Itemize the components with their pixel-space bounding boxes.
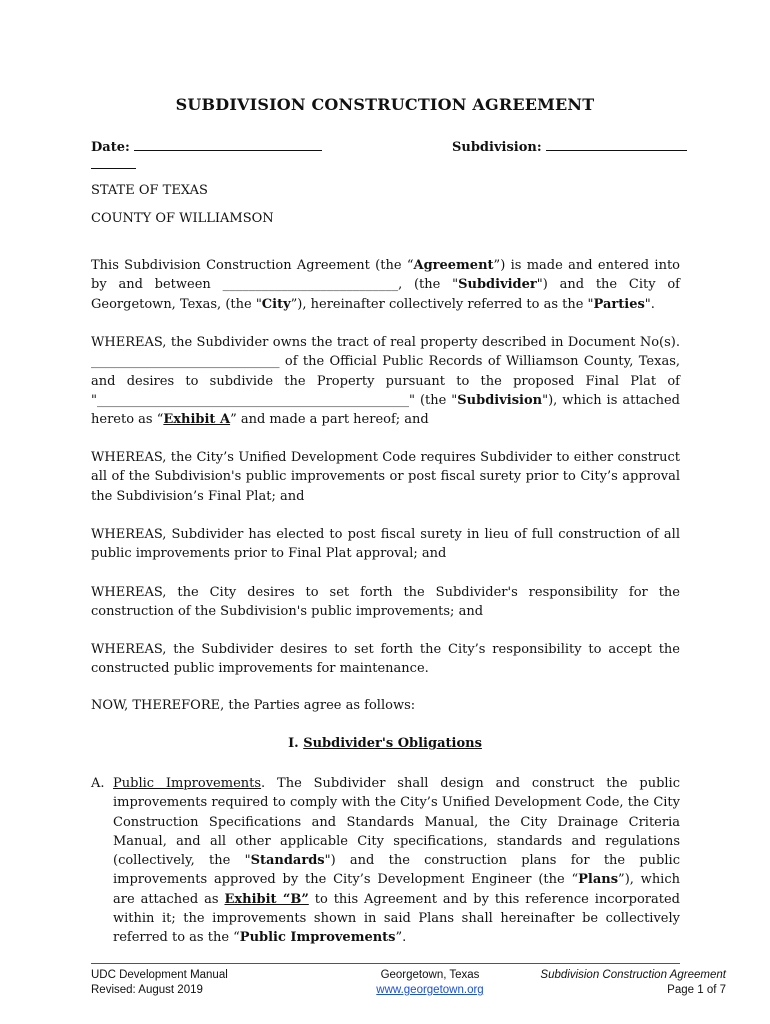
footer-divider — [91, 963, 680, 964]
whereas-paragraph-1 — [91, 333, 680, 429]
footer-left — [91, 968, 228, 998]
item-heading: Public Improvements — [113, 776, 262, 791]
whereas-paragraph-4: WHEREAS, the City desires to set forth the Subdivider's responsibility for the construction of the Subdivision's public improvements; and — [91, 585, 680, 620]
exhibit-a-reference: Exhibit A — [163, 412, 231, 428]
footer-location: Georgetown, Texas — [380, 969, 480, 981]
item-text: ") and the construction plans for the public improvements approved by the City’s Development Engineer (the “ — [113, 853, 680, 888]
term-public-improvements: Public Improvements — [239, 930, 396, 946]
section-title: Subdivider's Obligations — [303, 736, 482, 751]
section-heading — [0, 736, 770, 751]
term-standards: Standards — [250, 853, 325, 869]
footer-document-name: Subdivision Construction Agreement — [540, 969, 726, 981]
term-agreement: Agreement — [413, 258, 494, 273]
footer-website-link[interactable]: www.georgetown.org — [376, 984, 484, 996]
item-a-public-improvements — [91, 774, 680, 948]
footer-right — [540, 968, 726, 998]
item-text: to this Agreement and by this reference incorporated within it; the improvements shown in said Plans shall hereinafter be collectively referred to as the “ — [113, 891, 680, 946]
item-text: . The Subdivider shall design and construct the public improvements required to comply with the City’s Unified Development Code, the City Construction Specifications and Standards Manual, the City Drainage Criteria Manual, and all other applicable City specifications, standards and regulations (collectively, the " — [113, 776, 680, 869]
state-line: STATE OF TEXAS — [91, 183, 208, 198]
term-parties: Parties — [593, 296, 645, 312]
item-marker: A. — [91, 776, 105, 791]
subdivision-blank-line[interactable] — [546, 138, 687, 151]
term-subdivider: Subdivider — [458, 277, 537, 293]
date-label: Date: — [91, 140, 130, 155]
term-subdivision: Subdivision — [457, 392, 543, 408]
exhibit-b-reference: Exhibit “B” — [224, 891, 309, 907]
term-city: City — [261, 296, 291, 312]
term-plans: Plans — [578, 872, 619, 888]
subdivision-label: Subdivision: — [452, 140, 542, 155]
intro-text: ". — [644, 296, 655, 312]
date-field — [91, 138, 322, 155]
intro-text: ”), hereinafter collectively referred to as the " — [290, 296, 594, 312]
intro-paragraph — [91, 256, 680, 314]
whereas-text: "), which is attached hereto as “ — [91, 392, 680, 428]
county-line: COUNTY OF WILLIAMSON — [91, 211, 274, 226]
footer-revised-date: Revised: August 2019 — [91, 984, 203, 996]
intro-text: This Subdivision Construction Agreement (the “ — [91, 258, 414, 273]
section-number: I. — [288, 736, 299, 751]
document-title: SUBDIVISION CONSTRUCTION AGREEMENT — [175, 95, 595, 114]
intro-text: ”) is made and entered into by and between ___________________________, (the " — [91, 258, 680, 293]
item-text: ”), which are attached as — [113, 872, 680, 907]
footer-manual-name: UDC Development Manual — [91, 969, 228, 981]
subdivision-blank-line-continuation — [91, 168, 136, 169]
item-body — [113, 774, 680, 948]
subdivision-field — [452, 138, 687, 155]
footer-page-number: Page 1 of 7 — [667, 984, 726, 996]
whereas-text: ” and made a part hereof; and — [230, 412, 429, 428]
intro-text: ") and the City of Georgetown, Texas, (the " — [91, 277, 680, 312]
therefore-line: NOW, THEREFORE, the Parties agree as follows: — [91, 698, 416, 713]
date-blank-line[interactable] — [134, 138, 322, 151]
whereas-paragraph-3: WHEREAS, Subdivider has elected to post fiscal surety in lieu of full construction of all public improvements prior to Final Plat approval; and — [91, 527, 680, 562]
item-text: ”. — [395, 930, 407, 946]
whereas-paragraph-2: WHEREAS, the City’s Unified Development Code requires Subdivider to either construct all of the Subdivision's public improvements or post fiscal surety prior to City’s approval the Subdivision’s Final Plat; and — [91, 450, 680, 504]
whereas-paragraph-5: WHEREAS, the Subdivider desires to set forth the City’s responsibility to accept the constructed public improvements for maintenance. — [91, 642, 680, 677]
whereas-text: WHEREAS, the Subdivider owns the tract of real property described in Document No(s). _____________________________ of the Official Public Records of Williamson County, Texas, and desires to subdivide the Property pursuant to the proposed Final Plat of "________________________________________________" (the " — [91, 335, 680, 408]
footer-center — [330, 968, 530, 998]
